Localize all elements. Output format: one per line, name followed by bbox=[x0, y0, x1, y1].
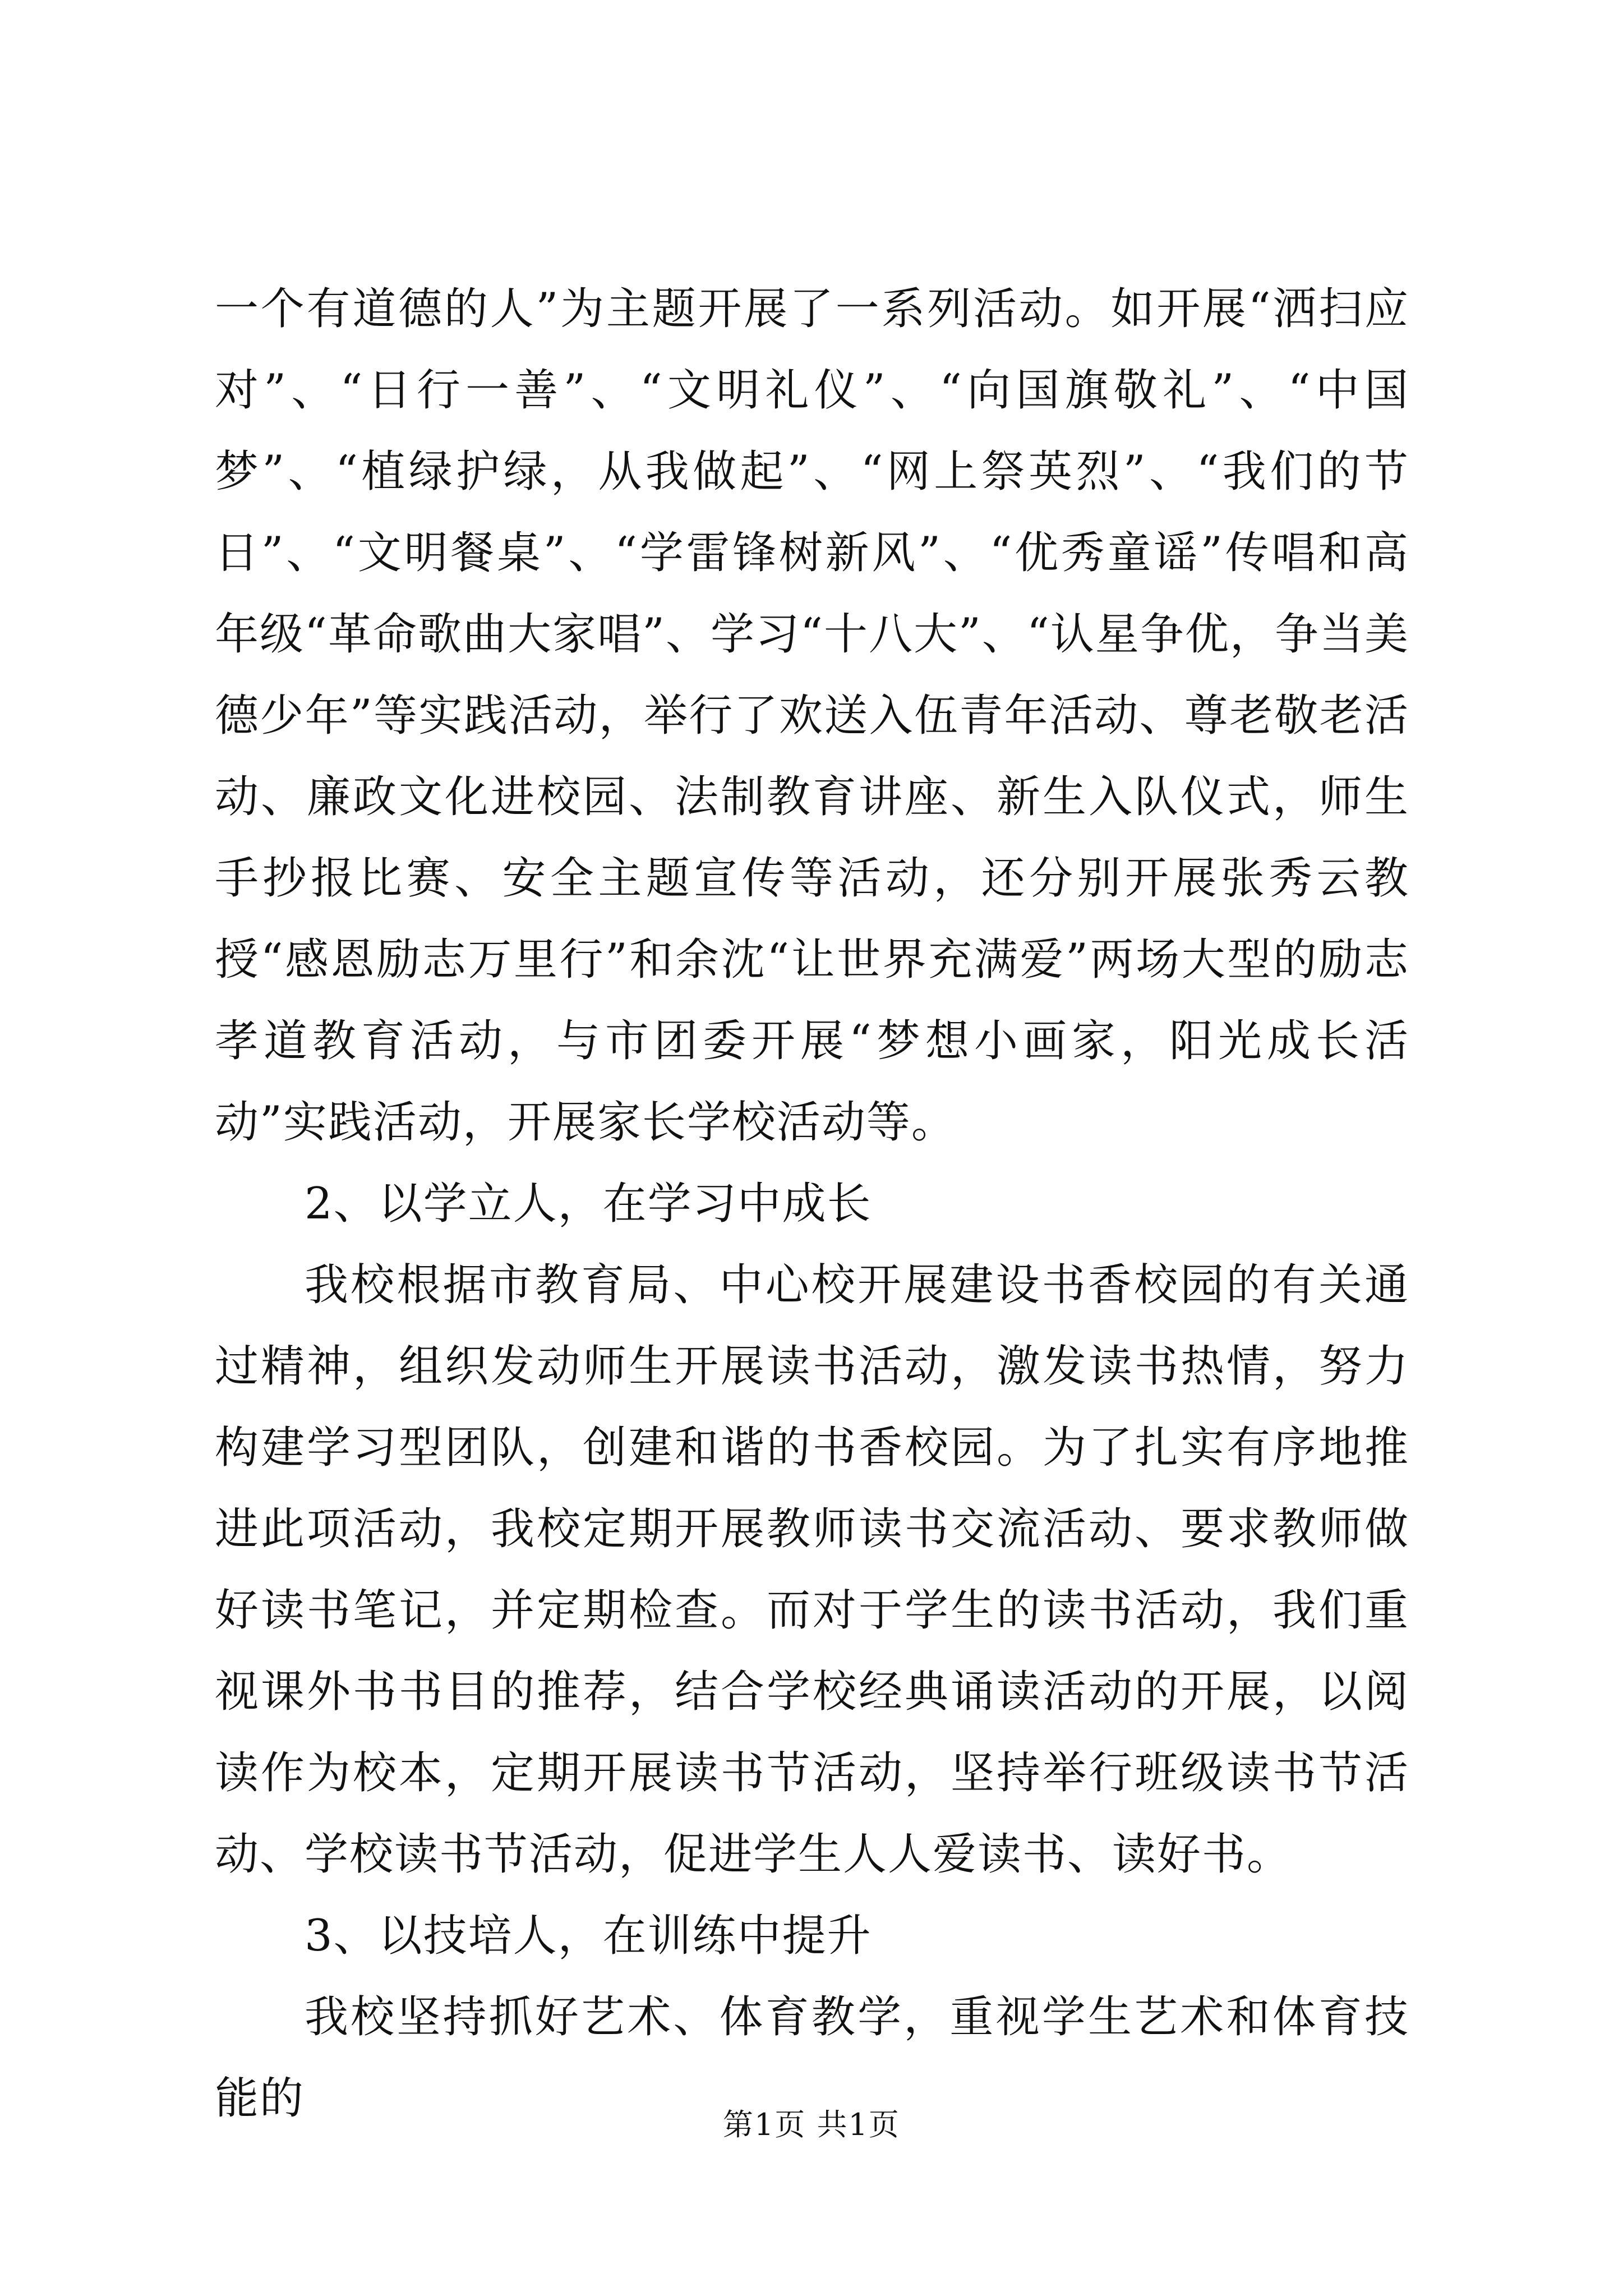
paragraph-reading: 我校根据市教育局、中心校开展建设书香校园的有关通过精神，组织发动师生开展读书活动，激发读书热情，努力构建学习型团队，创建和谐的书香校园。为了扎实有序地推进此项活动，我校定期开展教师读书交流活动、要求教师做好读书笔记，并定期检查。而对于学生的读书活动，我们重视课外书书目的推荐，结合学校经典诵读活动的开展，以阅读作为校本，定期开展读书节活动，坚持举行班级读书节活动、学校读书节活动，促进学生人人爱读书、读好书。 bbox=[215, 1260, 1409, 1880]
section-heading-skills: 3、以技培人，在训练中提升 bbox=[305, 1911, 872, 1961]
document-body bbox=[215, 269, 1409, 2139]
page-footer: 第1页 共1页 bbox=[723, 2107, 900, 2142]
section-heading-learning: 2、以学立人，在学习中成长 bbox=[305, 1179, 872, 1229]
paragraph-activities: 一个有道德的人”为主题开展了一系列活动。如开展“洒扫应对”、“日行一善”、“文明礼仪”、“向国旗敬礼”、“中国梦”、“植绿护绿，从我做起”、“网上祭英烈”、“我们的节日”、“文明餐桌”、“学雷锋树新风”、“优秀童谣”传唱和高年级“革命歌曲大家唱”、学习“十八大”、“认星争优，争当美德少年”等实践活动，举行了欢送入伍青年活动、尊老敬老活动、廉政文化进校园、法制教育讲座、新生入队仪式，师生手抄报比赛、安全主题宣传等活动，还分别开展张秀云教授“感恩励志万里行”和余沈“让世界充满爱”两场大型的励志孝道教育活动，与市团委开展“梦想小画家，阳光成长活动”实践活动，开展家长学校活动等。 bbox=[215, 284, 1409, 1148]
paragraph-arts-sports: 我校坚持抓好艺术、体育教学，重视学生艺术和体育技能的 bbox=[215, 1992, 1409, 2124]
